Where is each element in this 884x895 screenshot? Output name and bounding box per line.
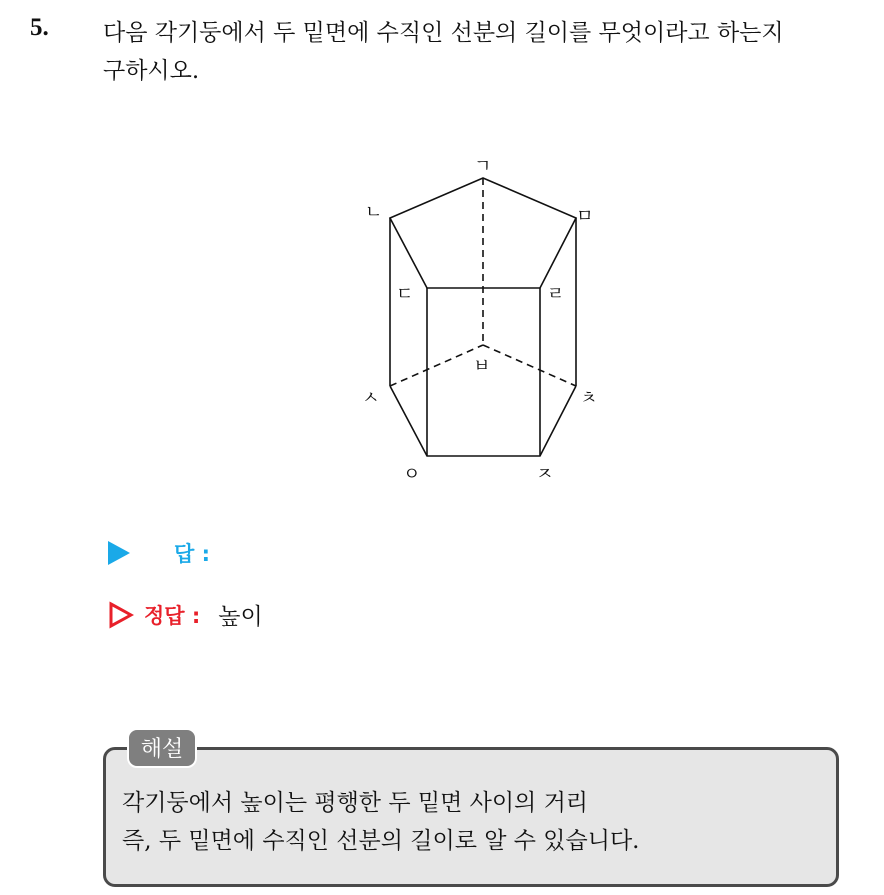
question-line-1: 다음 각기둥에서 두 밑면에 수직인 선분의 길이를 무엇이라고 하는지 xyxy=(103,20,784,46)
filled-triangle-icon xyxy=(108,541,130,565)
label-jieut: ㅈ xyxy=(536,464,554,485)
label-digeut: ㄷ xyxy=(396,284,414,305)
question-line-2: 구하시오. xyxy=(103,58,200,84)
label-siot: ㅅ xyxy=(362,388,380,409)
answer-label: 답 : xyxy=(174,542,210,566)
label-chieut: ㅊ xyxy=(580,388,598,409)
hidden-edge-siot-bieup xyxy=(390,345,483,386)
correct-answer-row xyxy=(108,598,263,631)
answer-row xyxy=(108,538,228,568)
correct-answer-label: 정답 : xyxy=(144,603,201,628)
correct-answer-value: 높이 xyxy=(218,604,263,630)
question-number: 5. xyxy=(30,14,49,41)
bottom-visible-edges xyxy=(390,386,576,456)
outline-triangle-icon xyxy=(108,601,134,629)
label-giyeok: ㄱ xyxy=(474,156,492,177)
label-mieum: ㅁ xyxy=(576,206,594,227)
explanation-line-2: 즉, 두 밑면에 수직인 선분의 길이로 알 수 있습니다. xyxy=(122,828,640,854)
label-bieup: ㅂ xyxy=(473,356,491,377)
explanation-tag: 해설 xyxy=(127,728,197,768)
hidden-edge-bieup-chieut xyxy=(483,345,576,386)
explanation-line-1: 각기둥에서 높이는 평행한 두 밑면 사이의 거리 xyxy=(122,790,589,816)
label-nieun: ㄴ xyxy=(365,202,383,223)
label-rieul: ㄹ xyxy=(547,284,565,305)
explanation-text xyxy=(122,784,639,860)
label-ieung: ㅇ xyxy=(403,464,421,485)
